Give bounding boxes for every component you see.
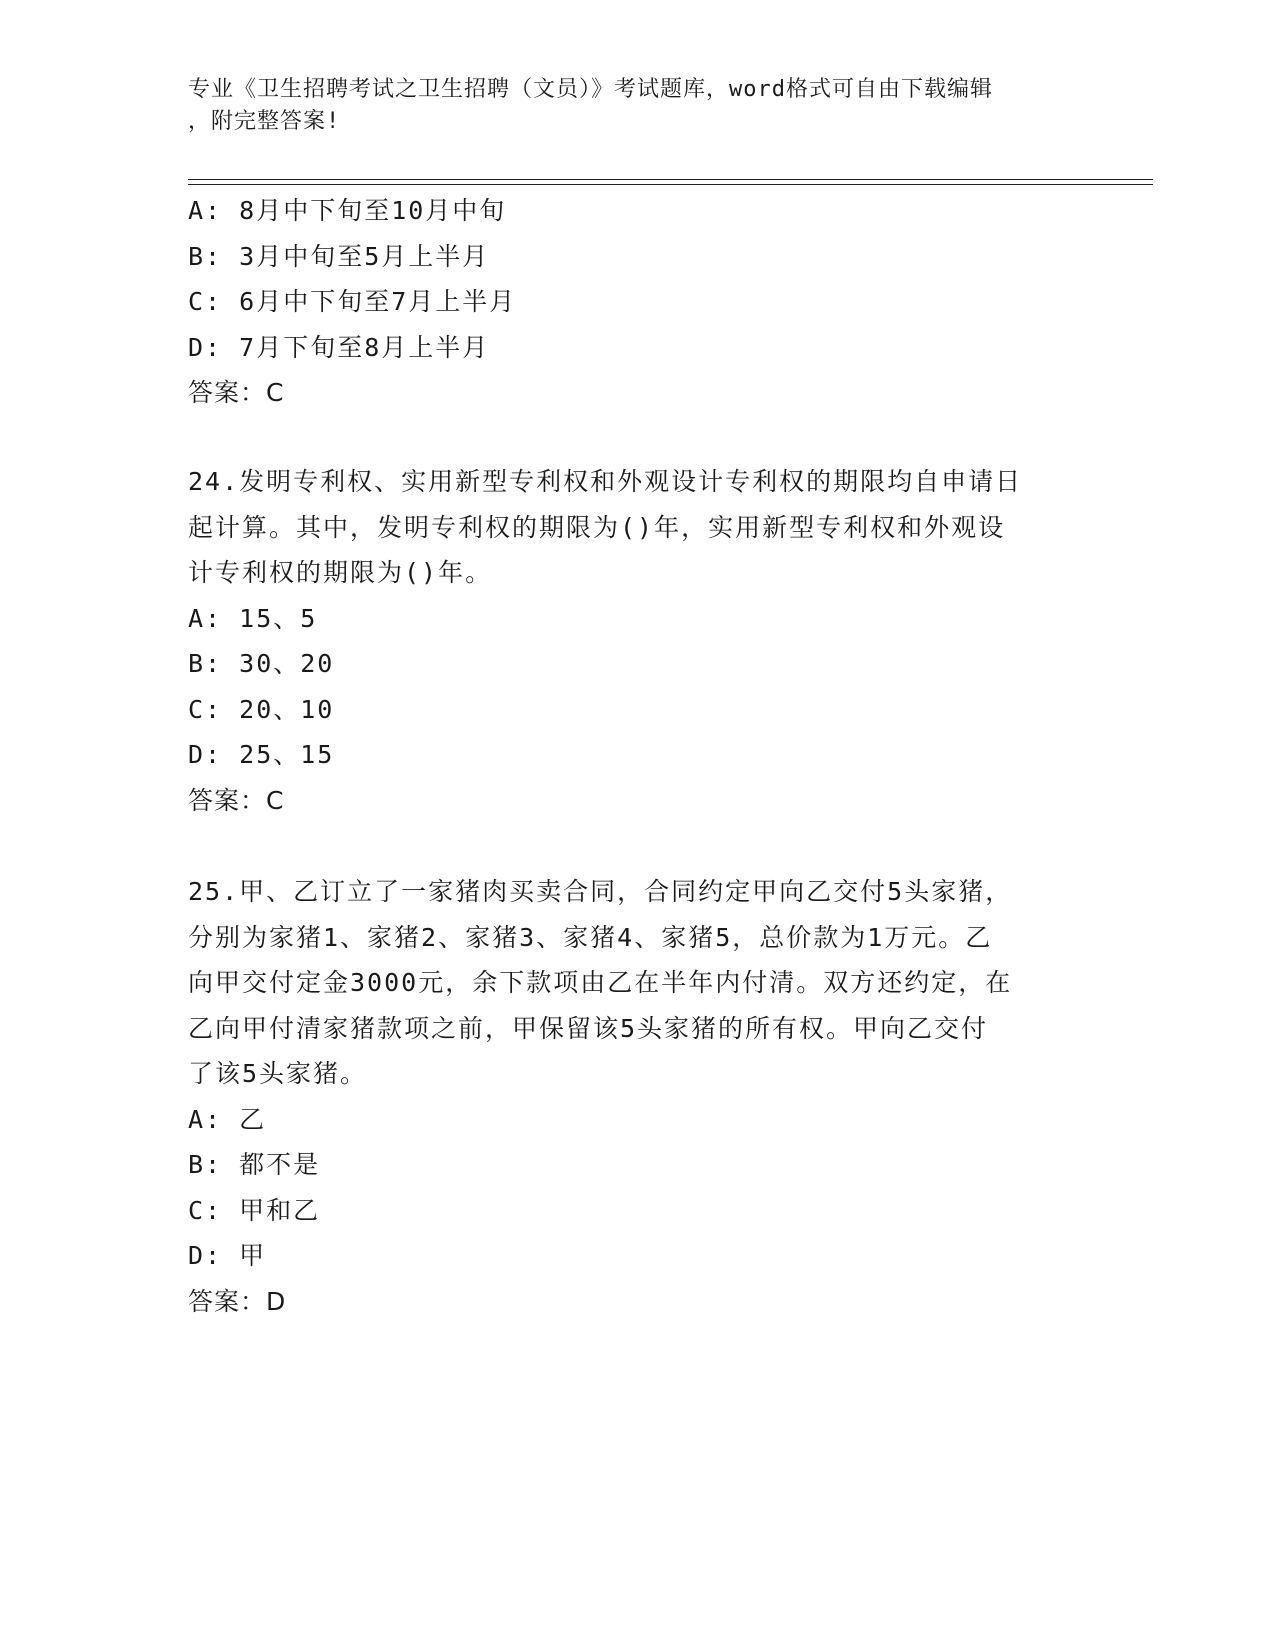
header-line-1: 专业《卫生招聘考试之卫生招聘（文员）》考试题库，word格式可自由下载编辑 [188, 77, 993, 102]
header-divider-bottom [188, 184, 1153, 185]
question-text-line: 了该5头家猪。 [188, 1059, 368, 1088]
answer: 答案：C [188, 785, 285, 815]
question-24 [188, 459, 1088, 823]
header-line-2: ，附完整答案! [188, 109, 341, 134]
option-b: B: 30、20 [188, 649, 335, 678]
header-divider-top [188, 179, 1153, 180]
question-text-line: 乙向甲付清家猪款项之前，甲保留该5头家猪的所有权。甲向乙交付 [188, 1013, 989, 1043]
option-a: A: 15、5 [188, 603, 318, 633]
question-25 [188, 869, 1088, 1324]
option-b: B: 都不是 [188, 1150, 321, 1179]
question-23 [188, 188, 1088, 416]
option-a: A: 乙 [188, 1104, 267, 1134]
question-text-line: 24.发明专利权、实用新型专利权和外观设计专利权的期限均自申请日 [188, 467, 1023, 496]
option-d: D: 25、15 [188, 740, 335, 769]
option-a: A: 8月中下旬至10月中旬 [188, 196, 507, 225]
option-b: B: 3月中旬至5月上半月 [188, 241, 490, 271]
document-header [188, 74, 1088, 138]
answer: 答案：C [188, 378, 285, 407]
option-c: C: 6月中下旬至7月上半月 [188, 287, 517, 316]
question-text-line: 起计算。其中，发明专利权的期限为()年，实用新型专利权和外观设 [188, 512, 1006, 542]
option-c: C: 20、10 [188, 694, 335, 724]
question-text-line: 分别为家猪1、家猪2、家猪3、家猪4、家猪5，总价款为1万元。乙 [188, 922, 993, 952]
question-text-line: 计专利权的期限为()年。 [188, 558, 493, 587]
option-d: D: 甲 [188, 1241, 267, 1270]
question-text-line: 向甲交付定金3000元，余下款项由乙在半年内付清。双方还约定，在 [188, 968, 1013, 997]
answer: 答案：D [188, 1286, 287, 1316]
option-c: C: 甲和乙 [188, 1195, 321, 1225]
option-d: D: 7月下旬至8月上半月 [188, 332, 490, 362]
question-text-line: 25.甲、乙订立了一家猪肉买卖合同，合同约定甲向乙交付5头家猪， [188, 877, 1013, 906]
